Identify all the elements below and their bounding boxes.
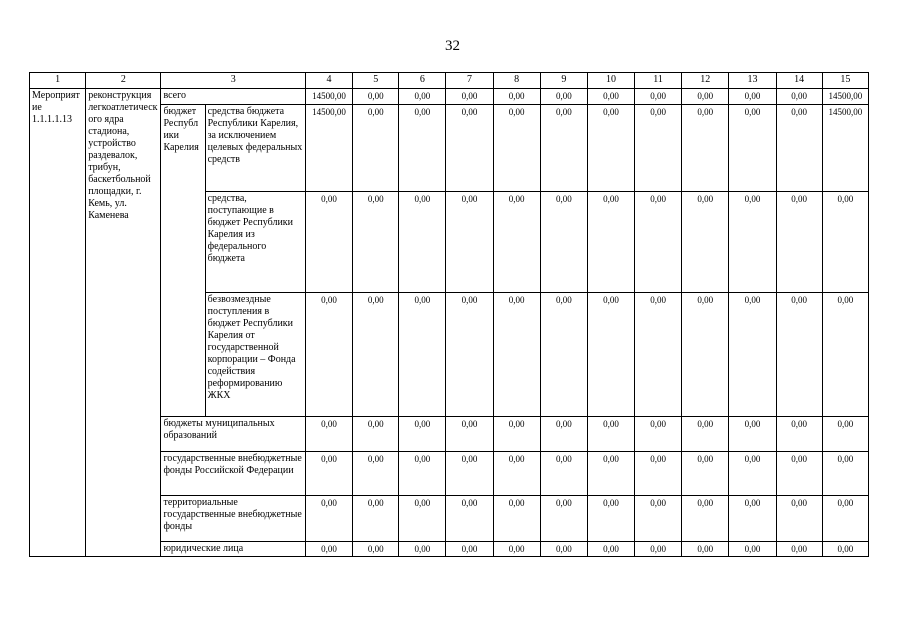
value-cell: 0,00 <box>587 192 634 293</box>
value-cell: 0,00 <box>822 542 868 557</box>
value-cell: 0,00 <box>446 192 493 293</box>
row-label: бюджеты муниципальных образований <box>161 417 306 452</box>
header-cell: 1 <box>30 73 86 89</box>
value-cell: 0,00 <box>399 496 446 542</box>
value-cell: 0,00 <box>493 542 540 557</box>
value-cell: 0,00 <box>635 542 682 557</box>
value-cell: 0,00 <box>353 293 399 417</box>
value-cell: 0,00 <box>822 293 868 417</box>
value-cell: 0,00 <box>305 192 352 293</box>
value-cell: 0,00 <box>587 293 634 417</box>
value-cell: 0,00 <box>587 89 634 105</box>
row-label: территориальные государственные внебюджетные фонды <box>161 496 306 542</box>
header-cell: 2 <box>86 73 161 89</box>
value-cell: 0,00 <box>776 542 822 557</box>
row-label: государственные внебюджетные фонды Российской Федерации <box>161 452 306 496</box>
value-cell: 0,00 <box>353 542 399 557</box>
value-cell: 0,00 <box>399 89 446 105</box>
value-cell: 0,00 <box>305 417 352 452</box>
value-cell: 0,00 <box>399 542 446 557</box>
row-label: всего <box>161 89 306 105</box>
value-cell: 0,00 <box>540 293 587 417</box>
value-cell: 0,00 <box>635 192 682 293</box>
header-cell: 10 <box>587 73 634 89</box>
header-cell: 3 <box>161 73 306 89</box>
value-cell: 0,00 <box>729 452 776 496</box>
value-cell: 0,00 <box>682 542 729 557</box>
value-cell: 0,00 <box>305 293 352 417</box>
value-cell: 0,00 <box>446 293 493 417</box>
header-row <box>30 73 869 89</box>
value-cell: 0,00 <box>540 105 587 192</box>
value-cell: 0,00 <box>305 542 352 557</box>
value-cell: 14500,00 <box>305 105 352 192</box>
value-cell: 0,00 <box>729 542 776 557</box>
value-cell: 0,00 <box>493 452 540 496</box>
value-cell: 0,00 <box>682 293 729 417</box>
value-cell: 0,00 <box>682 192 729 293</box>
value-cell: 0,00 <box>729 417 776 452</box>
value-cell: 0,00 <box>353 105 399 192</box>
value-cell: 0,00 <box>776 192 822 293</box>
value-cell: 0,00 <box>587 496 634 542</box>
value-cell: 0,00 <box>446 89 493 105</box>
value-cell: 0,00 <box>682 105 729 192</box>
value-cell: 0,00 <box>776 452 822 496</box>
header-cell: 14 <box>776 73 822 89</box>
header-cell: 13 <box>729 73 776 89</box>
value-cell: 0,00 <box>540 452 587 496</box>
value-cell: 0,00 <box>446 542 493 557</box>
value-cell: 0,00 <box>540 496 587 542</box>
value-cell: 0,00 <box>729 192 776 293</box>
header-cell: 9 <box>540 73 587 89</box>
value-cell: 14500,00 <box>822 105 868 192</box>
value-cell: 0,00 <box>635 417 682 452</box>
value-cell: 14500,00 <box>822 89 868 105</box>
value-cell: 0,00 <box>540 192 587 293</box>
value-cell: 0,00 <box>776 89 822 105</box>
description-cell: реконструкция легкоатлетического ядра стадиона, устройство раздевалок, трибун, баскетбольной площадки, г. Кемь, ул. Каменева <box>86 89 161 557</box>
value-cell: 0,00 <box>540 89 587 105</box>
value-cell: 0,00 <box>635 452 682 496</box>
row-label: юридические лица <box>161 542 306 557</box>
value-cell: 0,00 <box>682 452 729 496</box>
value-cell: 0,00 <box>493 293 540 417</box>
value-cell: 0,00 <box>353 89 399 105</box>
value-cell: 0,00 <box>399 452 446 496</box>
budget-table <box>29 72 869 557</box>
header-cell: 8 <box>493 73 540 89</box>
value-cell: 0,00 <box>540 417 587 452</box>
value-cell: 0,00 <box>635 293 682 417</box>
value-cell: 0,00 <box>776 496 822 542</box>
header-cell: 4 <box>305 73 352 89</box>
value-cell: 0,00 <box>353 452 399 496</box>
value-cell: 0,00 <box>399 293 446 417</box>
value-cell: 0,00 <box>493 89 540 105</box>
value-cell: 0,00 <box>635 105 682 192</box>
value-cell: 0,00 <box>353 496 399 542</box>
value-cell: 0,00 <box>399 192 446 293</box>
value-cell: 0,00 <box>305 496 352 542</box>
activity-cell: Мероприятие 1.1.1.1.13 <box>30 89 86 557</box>
value-cell: 0,00 <box>682 417 729 452</box>
header-cell: 6 <box>399 73 446 89</box>
header-cell: 11 <box>635 73 682 89</box>
value-cell: 0,00 <box>493 192 540 293</box>
value-cell: 0,00 <box>399 417 446 452</box>
value-cell: 0,00 <box>446 496 493 542</box>
value-cell: 0,00 <box>822 192 868 293</box>
value-cell: 0,00 <box>635 496 682 542</box>
value-cell: 0,00 <box>729 496 776 542</box>
header-cell: 12 <box>682 73 729 89</box>
value-cell: 0,00 <box>776 105 822 192</box>
value-cell: 0,00 <box>682 89 729 105</box>
value-cell: 0,00 <box>587 105 634 192</box>
value-cell: 0,00 <box>353 192 399 293</box>
row-label: безвозмездные поступления в бюджет Республики Карелия от государственной корпорации – Фонда содействия реформированию ЖКХ <box>205 293 305 417</box>
value-cell: 0,00 <box>776 417 822 452</box>
row-label: средства, поступающие в бюджет Республики Карелия из федерального бюджета <box>205 192 305 293</box>
value-cell: 0,00 <box>540 542 587 557</box>
value-cell: 0,00 <box>305 452 352 496</box>
value-cell: 0,00 <box>399 105 446 192</box>
value-cell: 0,00 <box>822 452 868 496</box>
value-cell: 0,00 <box>822 417 868 452</box>
value-cell: 0,00 <box>493 496 540 542</box>
value-cell: 0,00 <box>353 417 399 452</box>
budget-rk-cell: бюджет Республики Карелия <box>161 105 205 417</box>
value-cell: 0,00 <box>729 293 776 417</box>
value-cell: 14500,00 <box>305 89 352 105</box>
table-row <box>30 89 869 105</box>
value-cell: 0,00 <box>635 89 682 105</box>
row-label: средства бюджета Республики Карелия, за исключением целевых федеральных средств <box>205 105 305 192</box>
value-cell: 0,00 <box>493 105 540 192</box>
value-cell: 0,00 <box>822 496 868 542</box>
value-cell: 0,00 <box>446 417 493 452</box>
value-cell: 0,00 <box>587 417 634 452</box>
value-cell: 0,00 <box>776 293 822 417</box>
header-cell: 15 <box>822 73 868 89</box>
header-cell: 5 <box>353 73 399 89</box>
value-cell: 0,00 <box>729 105 776 192</box>
value-cell: 0,00 <box>446 105 493 192</box>
value-cell: 0,00 <box>682 496 729 542</box>
page-number: 32 <box>445 38 460 54</box>
value-cell: 0,00 <box>446 452 493 496</box>
value-cell: 0,00 <box>587 452 634 496</box>
value-cell: 0,00 <box>493 417 540 452</box>
value-cell: 0,00 <box>729 89 776 105</box>
header-cell: 7 <box>446 73 493 89</box>
value-cell: 0,00 <box>587 542 634 557</box>
